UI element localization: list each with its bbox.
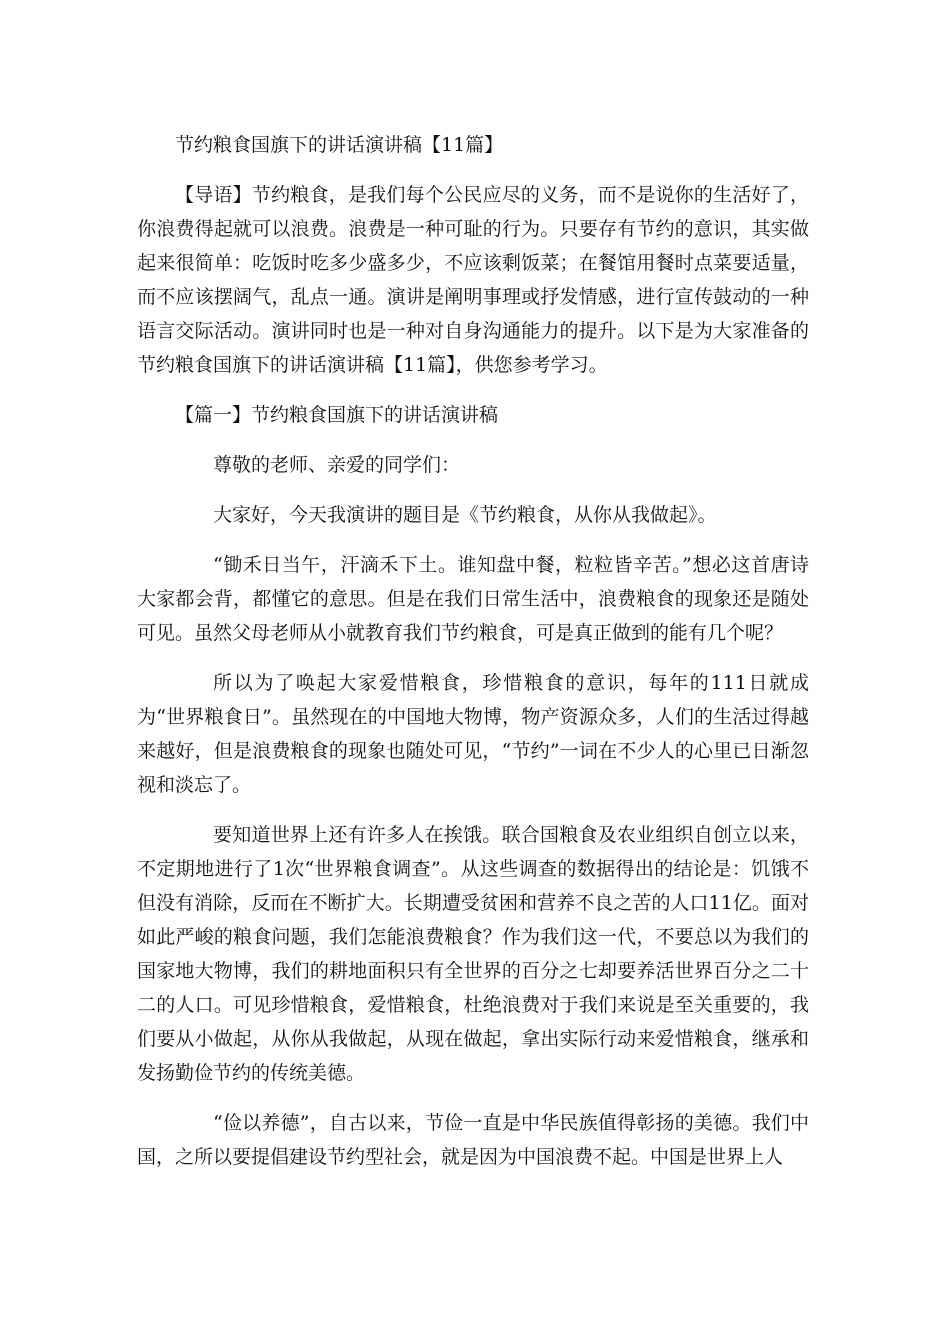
body-paragraph: 要知道世界上还有许多人在挨饿。联合国粮食及农业组织自创立以来，不定期地进行了1次“世界粮食调查”。从这些调查的数据得出的结论是：饥饿不但没有消除，反而在不断扩大。长期遭受贫困和营养不良之苦的人口11亿。面对如此严峻的粮食问题，我们怎能浪费粮食？作为我们这一代，不要总以为我们的国家地大物博，我们的耕地面积只有全世界的百分之七却要养活世界百分之二十二的人口。可见珍惜粮食，爱惜粮食，杜绝浪费对于我们来说是至关重要的，我们要从小做起，从你从我做起，从现在做起，拿出实际行动来爱惜粮食，继承和发扬勤俭节约的传统美德。 xyxy=(137,824,809,1084)
section-heading: 【篇一】节约粮食国旗下的讲话演讲稿 xyxy=(175,404,499,426)
body-paragraph: 所以为了唤起大家爱惜粮食，珍惜粮食的意识，每年的111日就成为“世界粮食日”。虽然现在的中国地大物博，物产资源众多，人们的生活过得越来越好，但是浪费粮食的现象也随处可见，“节约”一词在不少人的心里已日渐忽视和淡忘了。 xyxy=(137,672,809,796)
body-paragraph: “锄禾日当午，汗滴禾下土。谁知盘中餐，粒粒皆辛苦。”想必这首唐诗大家都会背，都懂它的意思。但是在我们日常生活中，浪费粮食的现象还是随处可见。虽然父母老师从小就教育我们节约粮食，可是真正做到的能有几个呢？ xyxy=(137,554,809,644)
greeting-line: 尊敬的老师、亲爱的同学们： xyxy=(213,454,461,476)
opening-line: 大家好，今天我演讲的题目是《节约粮食，从你从我做起》。 xyxy=(213,504,717,526)
body-paragraph: “俭以养德”，自古以来，节俭一直是中华民族值得彰扬的美德。我们中国，之所以要提倡建设节约型社会，就是因为中国浪费不起。中国是世界上人 xyxy=(137,1112,809,1168)
document-page xyxy=(137,130,809,1190)
document-title: 节约粮食国旗下的讲话演讲稿【11篇】 xyxy=(175,134,504,156)
intro-paragraph: 【导语】节约粮食，是我们每个公民应尽的义务，而不是说你的生活好了，你浪费得起就可以浪费。浪费是一种可耻的行为。只要存有节约的意识，其实做起来很简单：吃饭时吃多少盛多少，不应该剩饭菜；在餐馆用餐时点菜要适量，而不应该摆阔气，乱点一通。演讲是阐明事理或抒发情感，进行宣传鼓动的一种语言交际活动。演讲同时也是一种对自身沟通能力的提升。以下是为大家准备的节约粮食国旗下的讲话演讲稿【11篇】，供您参考学习。 xyxy=(137,184,809,376)
